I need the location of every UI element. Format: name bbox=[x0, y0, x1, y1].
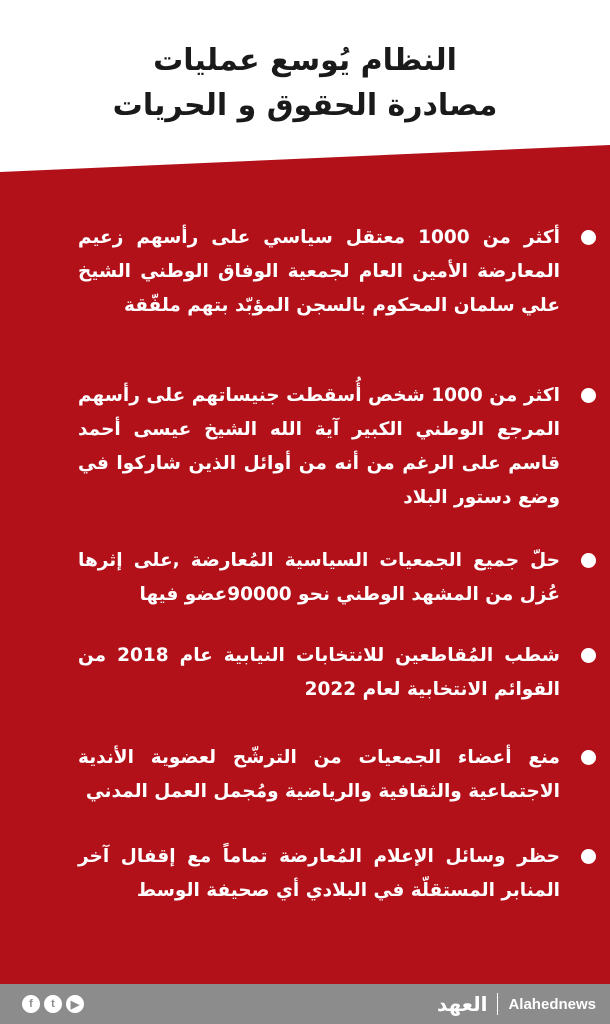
brand-logo: العهد bbox=[437, 992, 488, 1016]
brand-divider bbox=[497, 993, 498, 1015]
bullet-text: أكثر من 1000 معتقل سياسي على رأسهم زعيم المعارضة الأمين العام لجمعية الوفاق الوطني الشيخ علي سلمان المحكوم بالسجن المؤبّد بتهم ملفّقة bbox=[78, 227, 560, 316]
twitter-icon[interactable]: t bbox=[44, 995, 62, 1013]
bullet-item bbox=[78, 741, 560, 809]
title-line-2: مصادرة الحقوق و الحريات bbox=[112, 88, 498, 123]
bullet-icon bbox=[581, 648, 596, 663]
bullet-text: اكثر من 1000 شخص أُسقطت جنيساتهم على رأسهم المرجع الوطني الكبير آية الله الشيخ عيسى أحمد قاسم على الرغم من أنه من أوائل الذين شاركوا في وضع دستور البلاد bbox=[78, 385, 560, 508]
bullet-item bbox=[78, 544, 560, 612]
brand-name: Alahednews bbox=[508, 995, 596, 1013]
bullet-text: شطب المُقاطعين للانتخابات النيابية عام 2018 من القوائم الانتخابية لعام 2022 bbox=[78, 645, 560, 700]
title-line-1: النظام يُوسع عمليات bbox=[153, 43, 457, 78]
bullet-text: منع أعضاء الجمعيات من الترشّح لعضوية الأندية الاجتماعية والثقافية والرياضية ومُجمل العمل المدني bbox=[78, 747, 560, 802]
bullet-text: حلّ جميع الجمعيات السياسية المُعارضة ,على إثرها عُزل من المشهد الوطني نحو 90000عضو فيها bbox=[78, 550, 560, 605]
youtube-icon[interactable]: ▶ bbox=[66, 995, 84, 1013]
bullet-text: حظر وسائل الإعلام المُعارضة تماماً مع إقفال آخر المنابر المستقلّة في البلادي أي صحيفة الوسط bbox=[78, 846, 560, 901]
bullet-item bbox=[78, 639, 560, 707]
bullet-icon bbox=[581, 388, 596, 403]
bullet-item bbox=[78, 379, 560, 515]
facebook-icon[interactable]: f bbox=[22, 995, 40, 1013]
social-links bbox=[22, 995, 84, 1013]
bullet-icon bbox=[581, 750, 596, 765]
bullet-icon bbox=[581, 230, 596, 245]
bullet-icon bbox=[581, 849, 596, 864]
bullet-item bbox=[78, 221, 560, 323]
brand bbox=[437, 992, 596, 1016]
bullet-item bbox=[78, 840, 560, 908]
footer-bar bbox=[0, 984, 610, 1024]
bullet-icon bbox=[581, 553, 596, 568]
